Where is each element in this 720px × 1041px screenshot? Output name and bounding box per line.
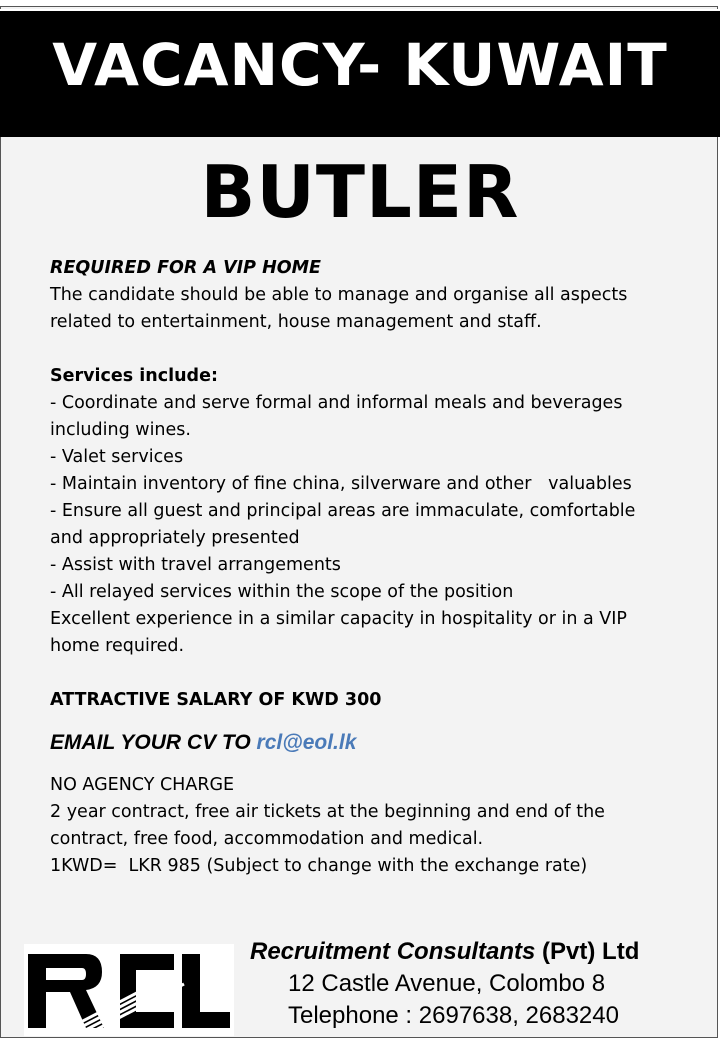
service-line: - Valet services [50,447,184,467]
email-address-link[interactable]: rcl@eol.lk [256,731,357,754]
terms-line: contract, free food, accommodation and medical. [50,829,484,849]
services-heading: Services include: [50,366,218,386]
intro-line: related to entertainment, house management and staff. [50,312,542,332]
service-line: - Assist with travel arrangements [50,555,341,575]
company-details [250,936,710,1032]
company-address: 12 Castle Avenue, Colombo 8 [288,970,606,997]
service-line: including wines. [50,420,191,440]
service-line: - Maintain inventory of fine china, silverware and other valuables [50,474,632,494]
service-line: - Ensure all guest and principal areas are immaculate, comfortable [50,501,636,521]
vacancy-heading: VACANCY- KUWAIT [52,31,668,99]
header-banner [0,9,720,137]
rcl-logo-icon [24,944,234,1036]
service-line: - All relayed services within the scope of the position [50,582,514,602]
terms-line: 1KWD= LKR 985 (Subject to change with the exchange rate) [50,856,588,876]
company-name-main: Recruitment Consultants [250,938,536,965]
service-line: home required. [50,636,185,656]
company-name [250,936,710,968]
job-description [50,255,690,880]
terms-line: 2 year contract, free air tickets at the beginning and end of the [50,802,605,822]
service-line: - Coordinate and serve formal and informal meals and beverages [50,393,623,413]
service-line: Excellent experience in a similar capacity in hospitality or in a VIP [50,609,627,629]
job-title: BUTLER [200,150,520,234]
terms-line: NO AGENCY CHARGE [50,775,235,795]
intro-line: The candidate should be able to manage and organise all aspects [50,285,628,305]
email-prefix: EMAIL YOUR CV TO [50,731,257,754]
required-label: REQUIRED FOR A VIP HOME [50,258,321,278]
rcl-logo [24,944,234,1036]
salary-line: ATTRACTIVE SALARY OF KWD 300 [50,690,382,710]
company-name-suffix: (Pvt) Ltd [535,938,640,965]
email-line [50,728,690,758]
company-phone: Telephone : 2697638, 2683240 [288,1002,619,1029]
service-line: and appropriately presented [50,528,300,548]
